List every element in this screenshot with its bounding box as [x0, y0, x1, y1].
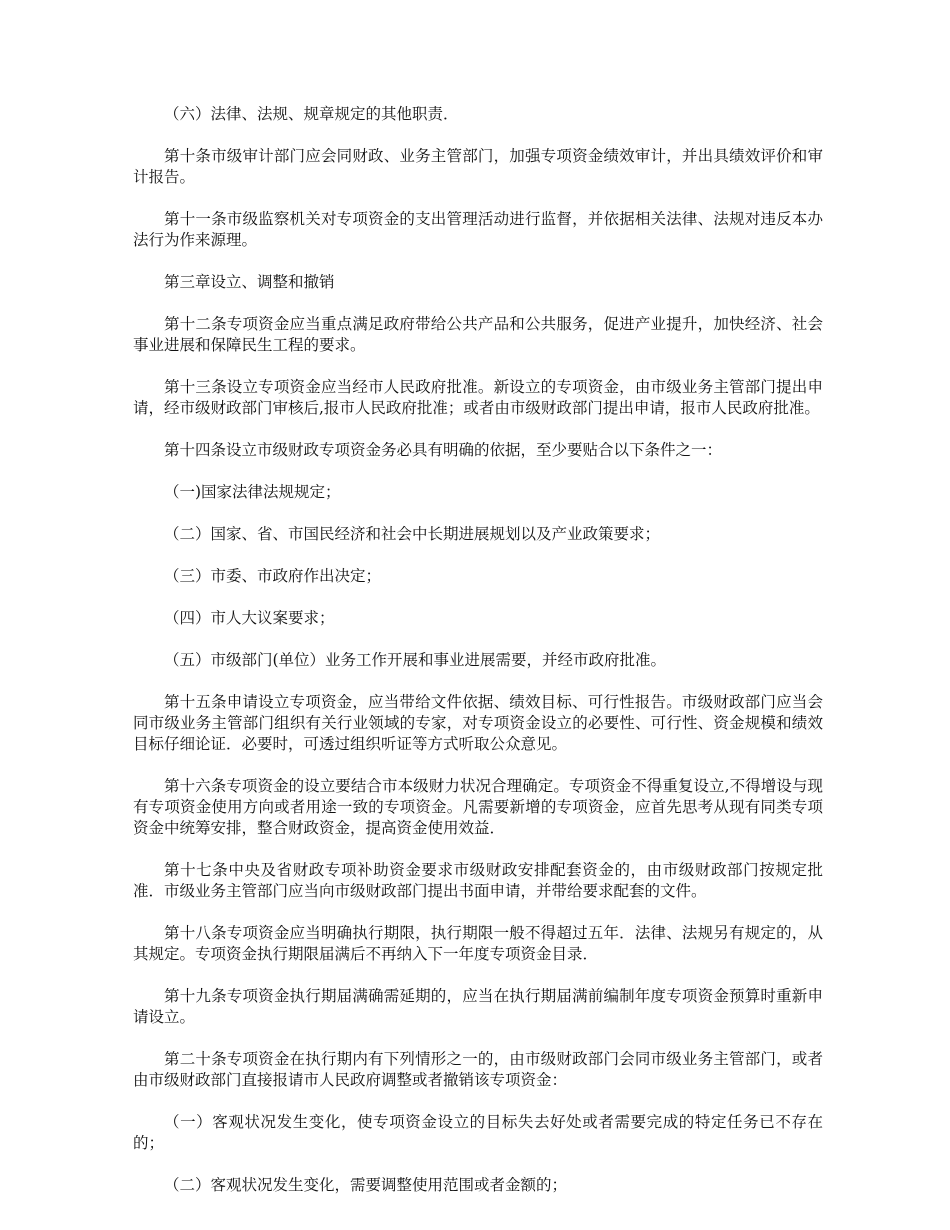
article-14-item-4: （四）市人大议案要求； [164, 609, 335, 627]
article-20-item-2: （二）客观状况发生变化，需要调整使用范围或者金额的； [164, 1176, 568, 1194]
article-14-item-5: （五）市级部门(单位）业务工作开展和事业进展需要，并经市政府批准。 [164, 651, 667, 669]
article-20: 第二十条专项资金在执行期内有下列情形之一的，由市级财政部门会同市级业务主管部门，或者由市级财政部门直接报请市人民政府调整或者撤销该专项资金： [133, 1050, 823, 1089]
article-13: 第十三条设立专项资金应当经市人民政府批准。新设立的专项资金，由市级业务主管部门提出申请，经市级财政部门审核后,报市人民政府批准；或者由市级财政部门提出申请，报市人民政府批准。 [133, 378, 823, 417]
chapter-3-heading: 第三章设立、调整和撤销 [164, 273, 335, 291]
article-14-item-3: （三）市委、市政府作出决定； [164, 567, 382, 585]
document-body [133, 104, 823, 1217]
article-16: 第十六条专项资金的设立要结合市本级财力状况合理确定。专项资金不得重复设立,不得增设与现有专项资金使用方向或者用途一致的专项资金。凡需要新增的专项资金，应首先思考从现有同类专项资金中统筹安排，整合财政资金，提高资金使用效益． [133, 777, 823, 837]
article-12: 第十二条专项资金应当重点满足政府带给公共产品和公共服务，促进产业提升，加快经济、社会事业进展和保障民生工程的要求。 [133, 315, 823, 354]
paragraph-item-6-other-duties: （六）法律、法规、规章规定的其他职责． [164, 105, 459, 123]
article-14-item-1: （一)国家法律法规规定； [164, 483, 341, 501]
article-15: 第十五条申请设立专项资金，应当带给文件依据、绩效目标、可行性报告。市级财政部门应当会同市级业务主管部门组织有关行业领域的专家，对专项资金设立的必要性、可行性、资金规模和绩效目标仔细论证．必要时，可透过组织听证等方式听取公众意见。 [133, 693, 823, 753]
article-18: 第十八条专项资金应当明确执行期限，执行期限一般不得超过五年．法律、法规另有规定的，从其规定。专项资金执行期限届满后不再纳入下一年度专项资金目录． [133, 924, 823, 963]
article-20-item-1: （一）客观状况发生变化，使专项资金设立的目标失去好处或者需要完成的特定任务已不存在的； [133, 1113, 823, 1152]
article-10: 第十条市级审计部门应会同财政、业务主管部门，加强专项资金绩效审计，并出具绩效评价和审计报告。 [133, 147, 823, 186]
article-11: 第十一条市级监察机关对专项资金的支出管理活动进行监督，并依据相关法律、法规对违反本办法行为作来源理。 [133, 210, 823, 249]
article-17: 第十七条中央及省财政专项补助资金要求市级财政安排配套资金的，由市级财政部门按规定批准．市级业务主管部门应当向市级财政部门提出书面申请，并带给要求配套的文件。 [133, 861, 823, 900]
article-14: 第十四条设立市级财政专项资金务必具有明确的依据，至少要贴合以下条件之一： [164, 441, 723, 459]
article-14-item-2: （二）国家、省、市国民经济和社会中长期进展规划以及产业政策要求； [164, 525, 661, 543]
article-19: 第十九条专项资金执行期届满确需延期的，应当在执行期届满前编制年度专项资金预算时重新申请设立。 [133, 987, 823, 1026]
